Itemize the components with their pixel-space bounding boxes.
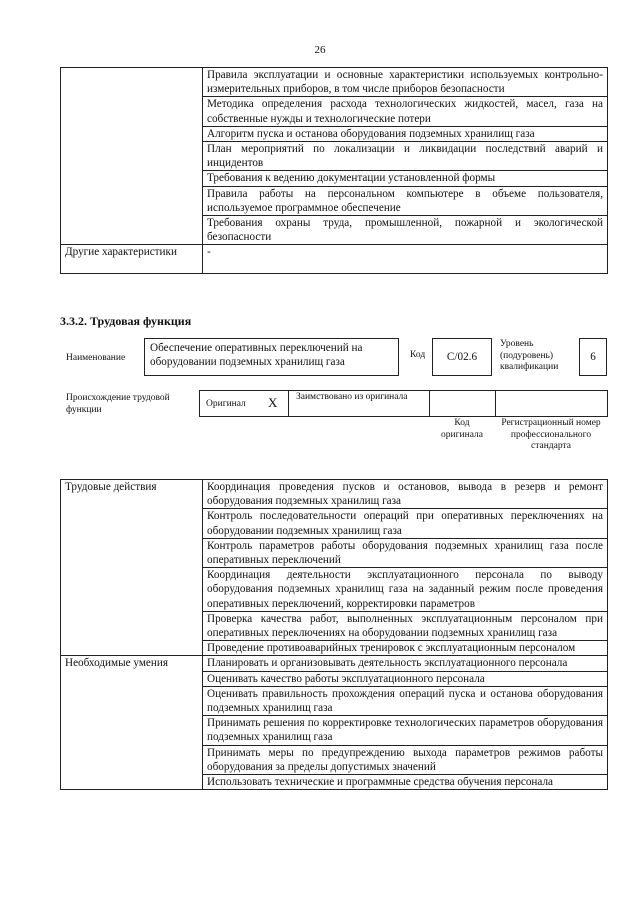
table-row <box>61 245 608 274</box>
labor-function-table <box>60 479 608 790</box>
table-cell: Требования охраны труда, промышленной, пожарной и экологической безопасности <box>203 216 608 245</box>
table-cell: Правила работы на персональном компьютере в объеме пользователя, используемое программное обеспечение <box>203 186 608 215</box>
borrowed-label: Заимствовано из оригинала <box>296 392 408 402</box>
page-number: 26 <box>314 44 326 56</box>
origin-label: Происхождение трудовой функции <box>66 393 170 415</box>
table-cell: Алгоритм пуска и останова оборудования подземных хранилищ газа <box>203 126 608 141</box>
table-cell: План мероприятий по локализации и ликвидации последствий аварий и инцидентов <box>203 142 608 171</box>
table-cell: Принимать решения по корректировке технологических параметров оборудования подземных хранилищ газа <box>203 716 608 745</box>
table-cell: Координация проведения пусков и остановов, вывода в резерв и ремонт оборудования подземных хранилищ газа <box>203 480 608 509</box>
table-cell: Требования к ведению документации установленной формы <box>203 171 608 186</box>
original-mark: X <box>268 395 278 410</box>
code-original-cell <box>429 390 496 417</box>
code-original-caption: Код оригинала <box>441 418 483 440</box>
row-label <box>61 68 203 245</box>
table-cell: Планировать и организовывать деятельность эксплуатационного персонала <box>203 656 608 671</box>
table-cell: - <box>203 245 608 274</box>
level-box <box>579 338 607 376</box>
code-box <box>432 338 492 376</box>
table-cell: Проверка качества работ, выполненных эксплуатационным персоналом при оперативных переключениях на оборудовании подземных хранилищ газа <box>203 611 608 640</box>
function-name: Обеспечение оперативных переключений на оборудовании подземных хранилищ газа <box>150 342 363 368</box>
table-row <box>61 68 608 97</box>
code-label: Код <box>410 350 426 360</box>
table-cell: Методика определения расхода технологических жидкостей, масел, газа на собственные нужды и технологические потери <box>203 97 608 126</box>
table-cell: Оценивать правильность прохождения операций пуска и останова оборудования подземных хранилищ газа <box>203 686 608 715</box>
row-label: Необходимые умения <box>61 656 203 790</box>
level-label: Уровень (подуровень) квалификации <box>500 339 559 372</box>
function-name-box <box>144 338 399 376</box>
table-cell: Использовать технические и программные средства обучения персонала <box>203 775 608 790</box>
table-cell: Проведение противоаварийных тренировок с эксплуатационным персоналом <box>203 641 608 656</box>
code-value: C/02.6 <box>446 351 478 363</box>
original-label: Оригинал <box>206 399 246 409</box>
name-label: Наименование <box>66 353 126 363</box>
table-cell: Оценивать качество работы эксплуатационного персонала <box>203 671 608 686</box>
level-value: 6 <box>590 351 596 363</box>
reg-number-caption: Регистрационный номер профессионального стандарта <box>501 418 601 451</box>
table-cell: Принимать меры по предупреждению выхода параметров режимов работы оборудования за пределы допустимых значений <box>203 745 608 774</box>
table-cell: Координация деятельности эксплуатационного персонала по выводу оборудования подземных хранилищ газа на заданный режим после проведения оперативных переключений, корректировки параметров <box>203 568 608 612</box>
table-cell: Контроль параметров работы оборудования подземных хранилищ газа после оперативных переключений <box>203 538 608 567</box>
table-cell: Контроль последовательности операций при оперативных переключениях на оборудовании подземных хранилищ газа <box>203 509 608 538</box>
table-row <box>61 480 608 509</box>
row-label: Трудовые действия <box>61 480 203 656</box>
table-row <box>61 656 608 671</box>
knowledge-table-continued <box>60 67 608 274</box>
row-label: Другие характеристики <box>61 245 203 274</box>
section-title: 3.3.2. Трудовая функция <box>60 314 192 328</box>
table-cell: Правила эксплуатации и основные характеристики используемых контрольно-измерительных приборов, в том числе приборов безопасности <box>203 68 608 97</box>
